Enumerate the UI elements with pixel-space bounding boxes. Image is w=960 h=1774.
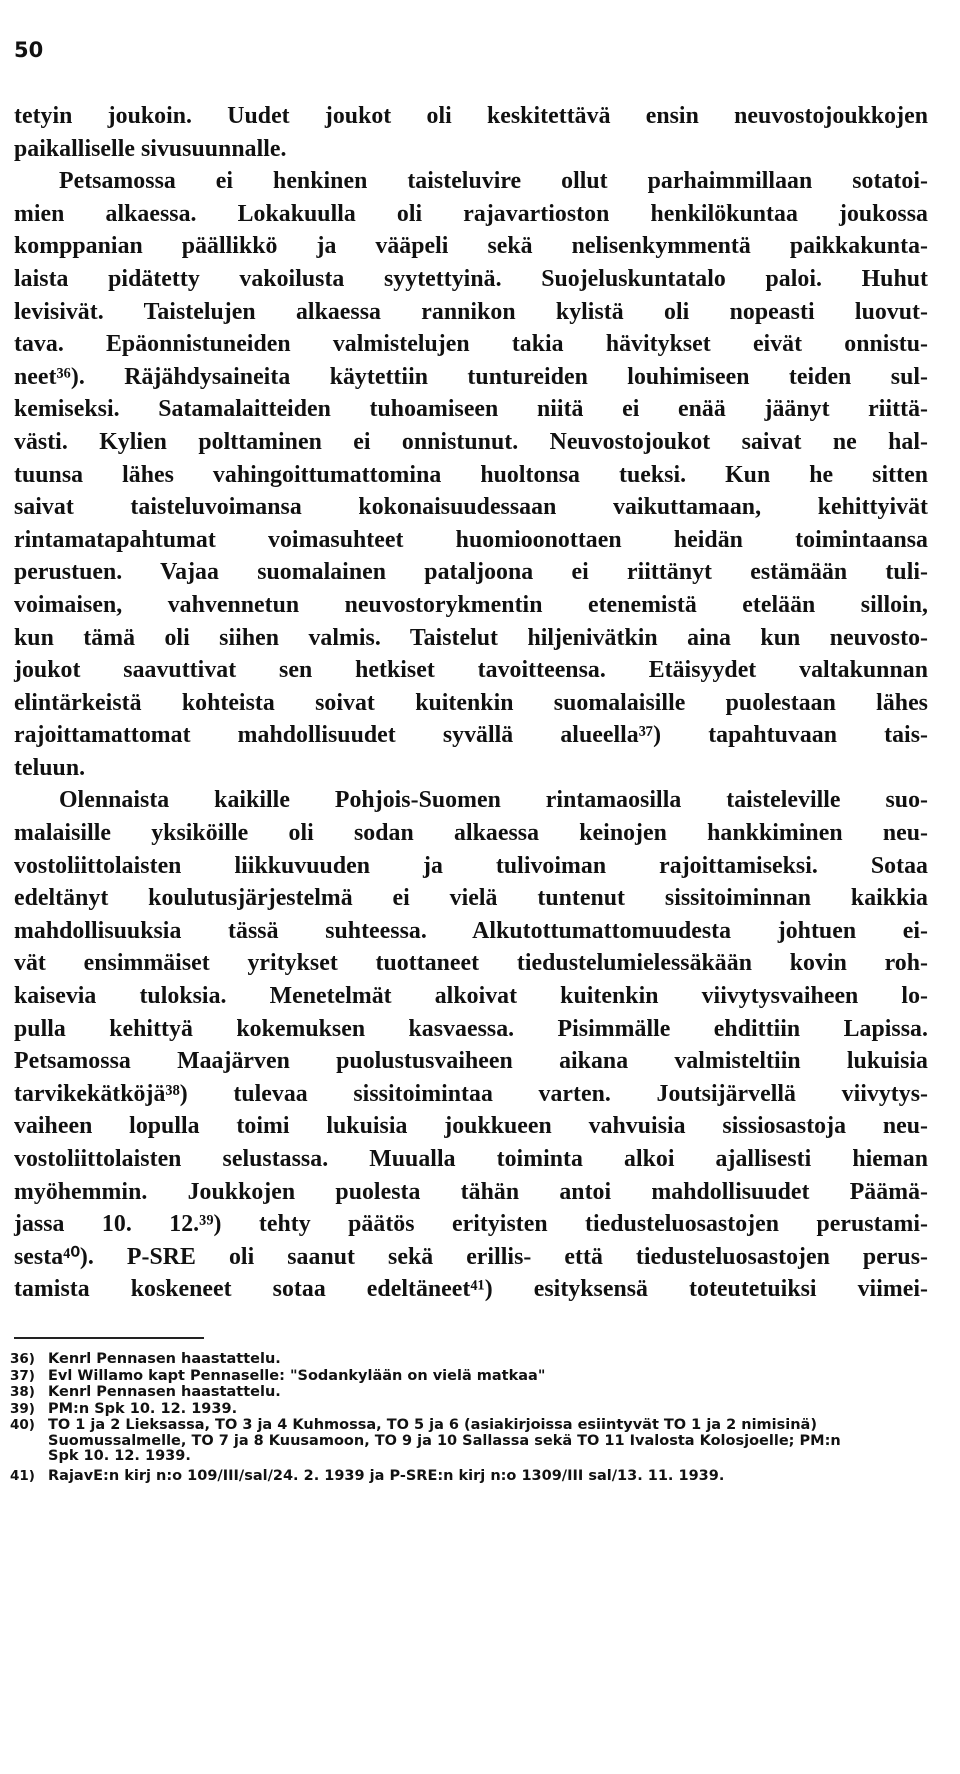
text-line: myöhemmin. Joukkojen puolesta tähän antoi mahdollisuudet Päämä- — [14, 1178, 928, 1205]
footnote — [10, 1369, 940, 1385]
text-line: levisivät. Taistelujen alkaessa rannikon kylistä oli nopeasti luovut- — [14, 298, 928, 325]
footnote-number: 36) — [10, 1351, 35, 1367]
page-number: 50 — [14, 38, 44, 62]
footnote-text: Kenrl Pennasen haastattelu. — [48, 1351, 281, 1367]
text-line: neet³⁶). Räjähdysaineita käytettiin tuntureiden louhimiseen teiden sul- — [14, 363, 928, 390]
footnote-text: RajavE:n kirj n:o 109/III/sal/24. 2. 1939 ja P-SRE:n kirj n:o 1309/III sal/13. 11. 1939. — [48, 1467, 725, 1484]
text-line: teluun. — [14, 754, 86, 781]
text-line: Olennaista kaikille Pohjois-Suomen rintamaosilla taisteleville suo- — [59, 787, 928, 814]
text-line: laista pidätetty vakoilusta syytettyinä. Suojeluskuntatalo paloi. Huhut — [14, 265, 928, 292]
text-line: tetyin joukoin. Uudet joukot oli keskitettävä ensin neuvostojoukkojen — [14, 103, 928, 129]
footnote-number: 38) — [10, 1384, 35, 1400]
footnote-number: 41) — [10, 1467, 35, 1484]
footnote — [10, 1402, 940, 1418]
text-line: jassa 10. 12.³⁹) tehty päätös erityisten tiedusteluosastojen perustami- — [14, 1211, 928, 1238]
text-line: västi. Kylien polttaminen ei onnistunut. Neuvostojoukot saivat ne hal- — [14, 428, 928, 455]
text-line: paikalliselle sivusuunnalle. — [14, 135, 287, 162]
footnote-number: 39) — [10, 1400, 35, 1417]
footnote-number: 37) — [10, 1367, 35, 1384]
text-line: voimaisen, vahvennetun neuvostorykmentin etenemistä etelään silloin, — [14, 591, 928, 618]
footnote-divider — [14, 1337, 204, 1339]
text-line: malaisille yksiköille oli sodan alkaessa keinojen hankkiminen neu- — [14, 820, 928, 847]
text-line: kemiseksi. Satamalaitteiden tuhoamiseen niitä ei enää jäänyt riittä- — [14, 396, 928, 423]
text-line: pulla kehittyä kokemuksen kasvaessa. Pisimmälle ehdittiin Lapissa. — [14, 1015, 928, 1042]
footnote-text: PM:n Spk 10. 12. 1939. — [48, 1400, 238, 1417]
footnote-text: Kenrl Pennasen haastattelu. — [48, 1384, 281, 1400]
text-line: perustuen. Vajaa suomalainen pataljoona ei riittänyt estämään tuli- — [14, 559, 928, 586]
text-line: komppanian päällikkö ja vääpeli sekä nelisenkymmentä paikkakunta- — [14, 233, 928, 260]
text-line: joukot saavuttivat sen hetkiset tavoitteensa. Etäisyydet valtakunnan — [14, 657, 928, 684]
text-line: kun tämä oli siihen valmis. Taistelut hiljenivätkin aina kun neuvosto- — [14, 624, 928, 651]
text-line: Petsamossa Maajärven puolustusvaiheen aikana valmisteltiin lukuisia — [14, 1048, 928, 1075]
text-line: sesta⁴⁰). P-SRE oli saanut sekä erillis- että tiedusteluosastojen perus- — [14, 1243, 928, 1270]
footnote-text: TO 1 ja 2 Lieksassa, TO 3 ja 4 Kuhmossa, TO 5 ja 6 (asiakirjoissa esiintyvät TO 1 ja 2 nimisinä) Suomussalmelle, TO 7 ja 8 Kuusamoon, TO 9 ja 10 Sallassa sekä TO 11 Ivalosta Kolosjoelle; PM:n Spk 10. 12. 1939. — [48, 1417, 841, 1464]
text-line: vaiheen lopulla toimi lukuisia joukkueen vahvuisia sissiosastoja neu- — [14, 1113, 928, 1140]
text-line: saivat taisteluvoimansa kokonaisuudessaan vaikuttamaan, kehittyivät — [14, 494, 928, 521]
text-line: vostoliittolaisten liikkuvuuden ja tulivoiman rajoittamiseksi. Sotaa — [14, 852, 928, 879]
text-line: rajoittamattomat mahdollisuudet syvällä alueella³⁷) tapahtuvaan tais- — [14, 722, 928, 749]
text-line: elintärkeistä kohteista soivat kuitenkin suomalaisille puolestaan lähes — [14, 689, 928, 716]
footnote — [10, 1469, 940, 1485]
text-line: edeltänyt koulutusjärjestelmä ei vielä tuntenut sissitoiminnan kaikkia — [14, 885, 928, 912]
text-line: vät ensimmäiset yritykset tuottaneet tiedustelumielessäkään kovin roh- — [14, 950, 928, 977]
text-line: mahdollisuuksia tässä suhteessa. Alkutottumattomuudesta johtuen ei- — [14, 917, 928, 944]
text-line: kaisevia tuloksia. Menetelmät alkoivat kuitenkin viivytysvaiheen lo- — [14, 983, 928, 1010]
body-text — [14, 100, 928, 1306]
text-line: tarvikekätköjä³⁸) tulevaa sissitoimintaa varten. Joutsijärvellä viivytys- — [14, 1080, 928, 1107]
text-line: tava. Epäonnistuneiden valmistelujen takia hävitykset eivät onnistu- — [14, 331, 928, 358]
text-line: mien alkaessa. Lokakuulla oli rajavartioston henkilökuntaa joukossa — [14, 200, 928, 227]
footnote-number: 40) — [10, 1417, 35, 1433]
footnote — [10, 1352, 940, 1368]
text-line: tuunsa lähes vahingoittumattomina huoltonsa tueksi. Kun he sitten — [14, 461, 928, 488]
footnotes — [10, 1352, 940, 1485]
text-line: vostoliittolaisten selustassa. Muualla toiminta alkoi ajallisesti hieman — [14, 1146, 928, 1172]
text-line: rintamatapahtumat voimasuhteet huomioonottaen heidän toimintaansa — [14, 526, 928, 553]
footnote — [10, 1418, 940, 1465]
text-line: Petsamossa ei henkinen taisteluvire ollut parhaimmillaan sotatoi- — [59, 168, 928, 195]
footnote-text: Evl Willamo kapt Pennaselle: "Sodankylään on vielä matkaa" — [48, 1367, 546, 1384]
footnote — [10, 1385, 940, 1401]
text-line: tamista koskeneet sotaa edeltäneet⁴¹) esityksensä toteutetuiksi viimei- — [14, 1276, 928, 1303]
